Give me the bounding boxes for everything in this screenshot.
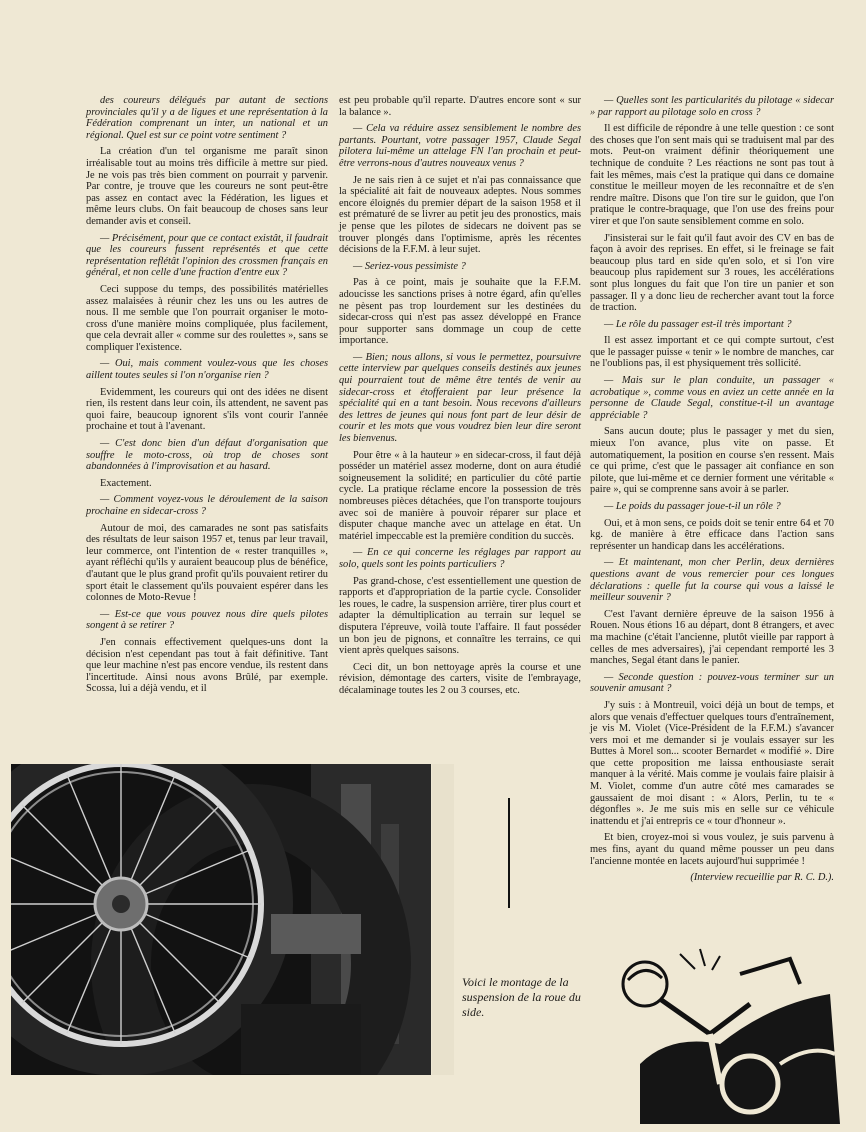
paragraph: — Seriez-vous pessimiste ?	[353, 260, 466, 272]
paragraph: La création d'un tel organisme me paraît sinon irréalisable tout au moins très difficile à mettre sur pied. Je ne vois pas très bien comment on pourrait y parvenir. Par contre, je trouve que les coureurs ne sont peut-être pas assez en contact avec la Fédération, les ligues et même leurs clubs. On fait beaucoup de choses sans leur demander avis et conseil.	[86, 146, 328, 227]
text-column-1	[86, 95, 328, 700]
paragraph: — Est-ce que vous pouvez nous dire quels pilotes songent à se retirer ?	[86, 608, 328, 632]
paragraph: — Précisément, pour que ce contact existât, il faudrait que les coureurs fussent représentés et que cette représentation reflétât l'opinion des crossmen français en général, et non celle d'une fraction d'entre eux ?	[86, 232, 328, 279]
paragraph: — En ce qui concerne les réglages par rapport au solo, quels sont les points particuliers ?	[339, 547, 581, 570]
rider-cartoon	[600, 944, 840, 1124]
paragraph: Autour de moi, des camarades ne sont pas satisfaits des résultats de leur saison 1957 et, tenus par leur travail, leur commerce, ont l'intention de « rester tranquilles », ayant réfléchi qu'ils y auraient beaucoup plus de bénéfice, d'autant que le plus grand profit qu'ils pouvaient retirer du sport était le classement qu'ils pouvaient espérer dans les colonnes de Moto-Revue !	[86, 522, 328, 604]
paragraph: Il est difficile de répondre à une telle question : ce sont des choses que l'on sent mais qui se traduisent mal par des mots. Peut-on vraiment définir théoriquement une technique de conduite ? Les réactions ne sont pas tout à fait les mêmes, mais c'est la pratique qui dans ce domaine constitue le meilleur moyen de les reconnaître et de s'en rendre maître. Disons que l'on tire sur le guidon, que l'on pratique le contre-braquage, que l'on use des freins pour virer et que l'on saute sensiblement comme en solo.	[590, 123, 834, 227]
paragraph: Exactement.	[100, 477, 152, 489]
paragraph: Sans aucun doute; plus le passager y met du sien, mieux l'on avance, plus vite on passe. Et automatiquement, la position en course s'en ressent. Mais ce qui prime, c'est que le passager ait confiance en son pilote, que lui-même et ce dernier forment une véritable « paire », qui se comprenne sans avoir à se parler.	[590, 426, 834, 496]
paragraph: — Bien; nous allons, si vous le permettez, poursuivre cette interview par quelques conseils destinés aux jeunes qui pourraient tout de même être tentés de venir au sidecar-cross et étofferaient par leur présence la spécialité qui en a tant besoin. Nous recevons d'ailleurs des lettres de jeunes qui nous font part de leur désir de courir et les mots que vous voudrez bien leur dire seront les bienvenus.	[339, 351, 581, 445]
paragraph: (Interview recueillie par R. C. D.).	[690, 872, 834, 884]
paragraph: J'insisterai sur le fait qu'il faut avoir des CV en bas de façon à avoir des reprises. En effet, si le freinage se fait beaucoup plus tard en side qu'en solo, et si l'on vire beaucoup plus rapidement sur 3 roues, les accélérations sont plus longues du fait que l'on tire un panier et son passager. Il y a donc lieu de rechercher avant tout la force de traction.	[590, 232, 834, 314]
paragraph: — Et maintenant, mon cher Perlin, deux dernières questions avant de vous remercier pour ces longues déclarations : quelle fut la course qui vous a laissé le meilleur souvenir ?	[590, 557, 834, 604]
paragraph: — Mais sur le plan conduite, un passager « acrobatique », comme vous en aviez un cette année en la personne de Claude Segal, constitue-t-il un avantage appréciable ?	[590, 375, 834, 421]
photo-caption: Voici le montage de la suspension de la roue du side.	[462, 975, 581, 1019]
paragraph: est peu probable qu'il reparte. D'autres encore sont « sur la balance ».	[339, 95, 581, 118]
paragraph: Oui, et à mon sens, ce poids doit se tenir entre 64 et 70 kg. de manière à être efficace dans l'action sans représenter un handicap dans les accélérations.	[590, 517, 834, 552]
paragraph: — Cela va réduire assez sensiblement le nombre des partants. Pourtant, votre passager 1957, Claude Segal pilotera lui-même un attelage FN l'an prochain et peut-être verrons-nous d'autres nouveaux venus ?	[339, 123, 581, 169]
paragraph: Il est assez important et ce qui compte surtout, c'est que le passager puisse « tenir » le nombre de manches, car ne l'oublions pas, il est physiquement très sollicité.	[590, 335, 834, 370]
vertical-rule	[508, 798, 510, 908]
paragraph: — Comment voyez-vous le déroulement de la saison prochaine en sidecar-cross ?	[86, 494, 328, 517]
paragraph: Pour être « à la hauteur » en sidecar-cross, il faut déjà posséder un matériel assez moderne, dont on aura étudié soigneusement la solidité; en particulier du côté partie cycle. La pratique réclame encore la possession de très nombreuses pièces détachées, que l'on transporte toujours avec soi de manière à pouvoir réparer sur place et disputer chaque manche avec un attelage en état. Un matériel impeccable est la première condition du succès.	[339, 449, 581, 542]
photo-side-strip	[432, 764, 454, 1075]
paragraph: J'en connais effectivement quelques-uns dont la décision n'est cependant pas tout à fait définitive. Tant que leur machine n'est pas encore vendue, ils restent dans l'incertitude. Ainsi nous avons Brûlé, par exemple. Scossa, lui a déjà vendu, et il	[86, 636, 328, 695]
paragraph: Pas grand-chose, c'est essentiellement une question de rapports et d'appropriation de la partie cycle. Consolider les roues, le cadre, la suspension arrière, tirer plus court et adapter la démultiplication au terrain sur lequel se disputera l'épreuve, voilà toute l'affaire. Il faut posséder un bon jeu de pignons, et connaître les terrains, ce qui vient après quelques saisons.	[339, 575, 581, 657]
paragraph: Evidemment, les coureurs qui ont des idées ne disent rien, ils restent dans leur coin, ils attendent, ne savent pas quoi faire, beaucoup ignorent s'ils vont courir l'année prochaine et tout à l'avenant.	[86, 386, 328, 433]
paragraph: J'y suis : à Montreuil, voici déjà un bout de temps, et alors que venais d'effectuer quelques tours d'entraînement, je vis M. Violet (Vice-Président de la F.F.M.) s'avancer vers moi et me demander si je voulais essayer sur les Buttes à Morel son... scooter Bernardet « modifié ». Dire que cette proposition me laissa enthousiaste serait manquer à la vérité. Mais comme je voulais faire plaisir à M. Violet, comme d'un autre côté mes camarades se gaussaient de moi disant : « Alors, Perlin, tu te « dégonfles ». Je me suis mis en selle sur ce véhicule inattendu et j'ai entrepris ce « tour d'honneur ».	[590, 699, 834, 827]
paragraph: Ceci suppose du temps, des possibilités matérielles assez malaisées à réunir chez les uns ou les autres de nous. Il me semble que l'on pourrait organiser le moto-cross d'une manière moins compliquée, plus facilement, que cela devrait aller « comme sur des roulettes », sans se compliquer l'existence.	[86, 283, 328, 353]
paragraph: des coureurs délégués par autant de sections provinciales qu'il y a de ligues et une représentation à la Fédération comprenant un inter, un national et un régional. Quel est sur ce point votre sentiment ?	[86, 95, 328, 141]
text-column-3	[590, 95, 834, 889]
paragraph: — Oui, mais comment voulez-vous que les choses aillent toutes seules si l'on n'organise rien ?	[86, 358, 328, 382]
sidecar-wheel-photo	[11, 764, 431, 1075]
paragraph: — Quelles sont les particularités du pilotage « sidecar » par rapport au pilotage solo en cross ?	[590, 95, 834, 118]
paragraph: Ceci dit, un bon nettoyage après la course et une révision, démontage des carters, visite de l'embrayage, décalaminage toutes les 2 ou 3 courses, etc.	[339, 661, 581, 696]
paragraph: — Le poids du passager joue-t-il un rôle ?	[604, 501, 781, 512]
paragraph: — Seconde question : pouvez-vous terminer sur un souvenir amusant ?	[590, 671, 834, 695]
paragraph: — Le rôle du passager est-il très important ?	[604, 318, 792, 330]
paragraph: — C'est donc bien d'un défaut d'organisation que souffre le moto-cross, où trop de choses sont abandonnées à l'improvisation et au hasard.	[86, 438, 328, 473]
paragraph: Et bien, croyez-moi si vous voulez, je suis parvenu à mes fins, ayant du quand même pousser un peu dans l'ancienne montée en lacets aujourd'hui supprimée !	[590, 832, 834, 867]
paragraph: Pas à ce point, mais je souhaite que la F.F.M. adoucisse les sanctions prises à notre égard, afin qu'elles ne pèsent pas trop lourdement sur les destinées du sidecar-cross qui n'est pas assez développé en France pour supporter sans dommage un coup de cette importance.	[339, 277, 581, 347]
paragraph: C'est l'avant dernière épreuve de la saison 1956 à Rouen. Nous étions 16 au départ, dont 8 étrangers, et avec ma machine (c'était l'ancienne, plutôt vieille par rapport à celles de mes adversaires), j'ai cependant remporté les 3 manches, Segal étant dans le panier.	[590, 608, 834, 667]
text-column-2	[339, 95, 581, 702]
paragraph: Je ne sais rien à ce sujet et n'ai pas connaissance que la spécialité ait fait de nouveaux adeptes. Nous sommes encore éloignés du premier départ de la saison 1958 et il est prématuré de se livrer au petit jeu des pronostics, mais je pense que les pilotes de sidecars ne doivent pas se trouver plongés dans l'optimisme, après les récentes décisions de la F.F.M. à leur sujet.	[339, 174, 581, 256]
